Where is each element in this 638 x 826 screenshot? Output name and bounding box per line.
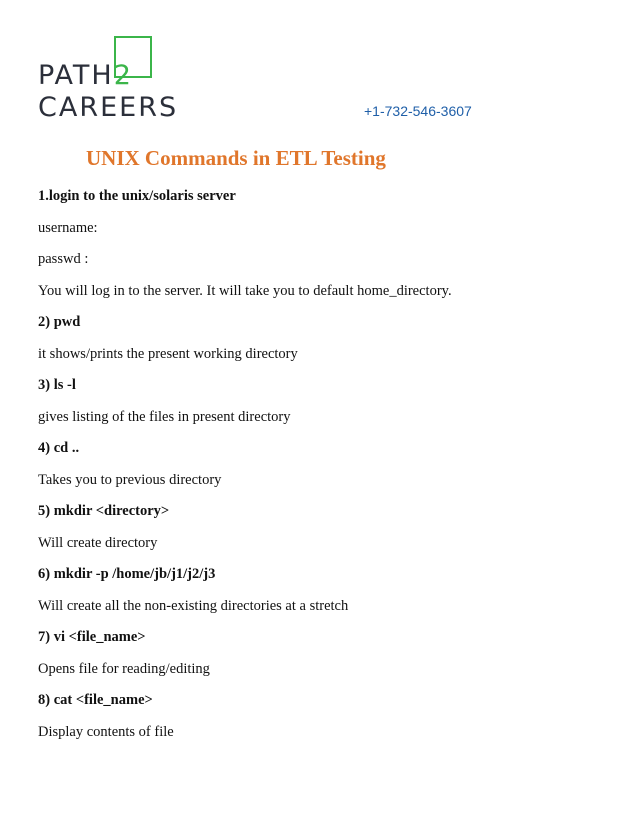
body-line: 2) pwd — [38, 314, 81, 330]
body-line: 3) ls -l — [38, 377, 76, 393]
document-body — [38, 186, 598, 753]
body-line: Display contents of file — [38, 723, 174, 740]
body-line: Opens file for reading/editing — [38, 660, 210, 677]
body-line: You will log in to the server. It will take you to default home_directory. — [38, 282, 452, 299]
body-line: Will create directory — [38, 534, 158, 551]
body-line: 4) cd .. — [38, 440, 80, 456]
body-line: 6) mkdir -p /home/jb/j1/j2/j3 — [38, 566, 216, 582]
logo-path-text: PATH — [38, 60, 114, 91]
body-line: 8) cat <file_name> — [38, 692, 153, 708]
body-line: Will create all the non-existing directories at a stretch — [38, 597, 349, 614]
path2careers-logo — [38, 34, 178, 124]
logo-two-text: 2 — [113, 60, 133, 91]
body-line: 5) mkdir <directory> — [38, 503, 170, 519]
body-line: gives listing of the files in present directory — [38, 408, 291, 425]
logo-line-path2 — [38, 62, 133, 89]
phone-number: +1-732-546-3607 — [364, 103, 472, 119]
body-line: username: — [38, 219, 98, 236]
body-line: 7) vi <file_name> — [38, 629, 146, 645]
body-line: 1.login to the unix/solaris server — [38, 188, 236, 204]
document-title: UNIX Commands in ETL Testing — [86, 146, 386, 170]
logo-careers-text: CAREERS — [38, 92, 179, 123]
body-line: Takes you to previous directory — [38, 471, 222, 488]
body-line: passwd : — [38, 251, 89, 267]
body-line: it shows/prints the present working directory — [38, 345, 298, 362]
